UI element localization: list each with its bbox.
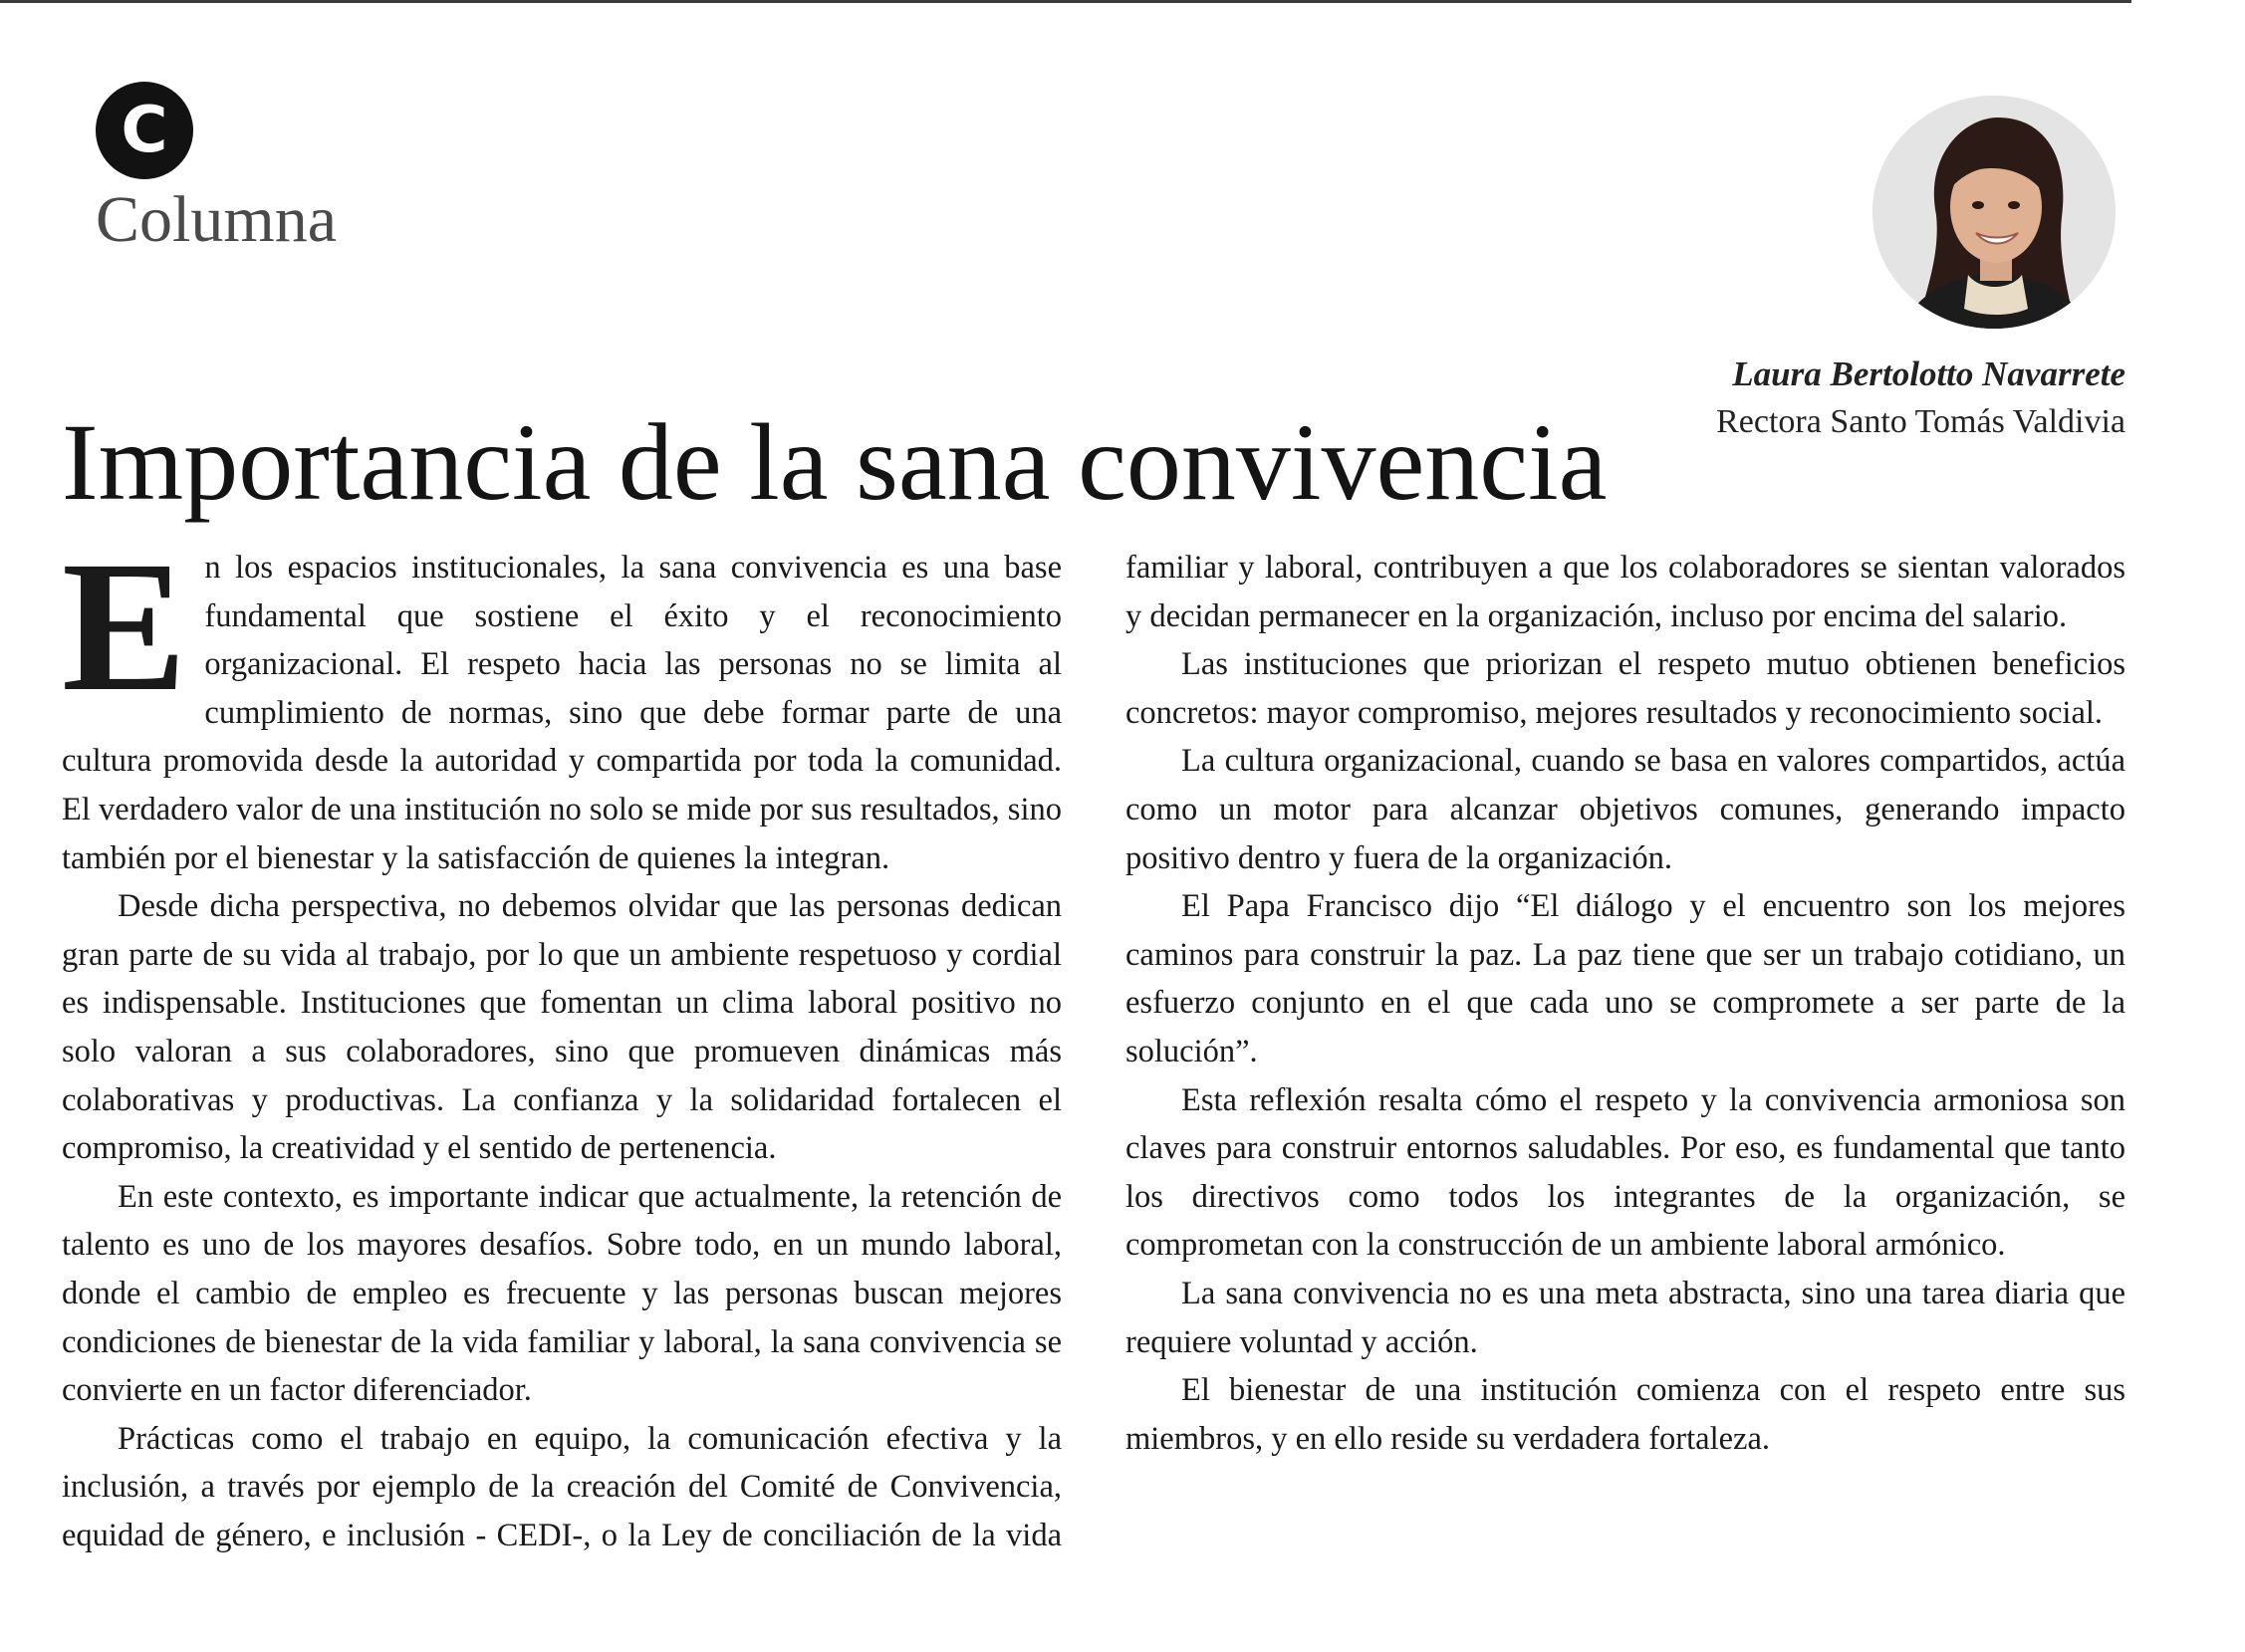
headline: Importancia de la sana convivencia xyxy=(62,401,1608,523)
top-rule xyxy=(0,0,2131,3)
article-paragraph: Esta reflexión resalta cómo el respeto y la convivencia armoniosa son claves para construir entornos saludables. Por eso, es fundamental que tanto los directivos como todos los integrantes de la organización, se comprometan con la construcción de un ambiente laboral armónico. xyxy=(1125,1081,2125,1264)
author-role: Rectora Santo Tomás Valdivia xyxy=(1716,403,2125,440)
article-body xyxy=(62,522,2125,1647)
author-name: Laura Bertolotto Navarrete xyxy=(1732,354,2125,393)
byline xyxy=(1716,351,2125,446)
article-paragraph: En este contexto, es importante indicar que actualmente, la retención de talento es uno de los mayores desafíos. Sobre todo, en un mundo laboral, donde el cambio de empleo es frecuente y las personas buscan mejores condiciones de bienestar de la vida familiar y laboral, la sana convivencia se convierte en un factor diferenciador. xyxy=(62,1178,1062,1409)
section-header xyxy=(96,82,337,256)
section-label: Columna xyxy=(96,183,337,256)
article-paragraph-text: n los espacios institucionales, la sana convivencia es una base fundamental que sostiene el éxito y el reconocimiento organizacional. El respeto hacia las personas no se limita al cumplimiento de normas, sino que debe formar parte de una cultura promovida desde la autoridad y compartida por toda la comunidad. El verdadero valor de una institución no solo se mide por sus resultados, sino también por el bienestar y la satisfacción de quienes la integran. xyxy=(62,550,1062,876)
article-paragraph: La cultura organizacional, cuando se basa en valores compartidos, actúa como un motor para alcanzar objetivos comunes, generando impacto positivo dentro y fuera de la organización. xyxy=(1125,743,2125,876)
article-paragraph: El Papa Francisco dijo “El diálogo y el encuentro son los mejores caminos para construir la paz. La paz tiene que ser un trabajo cotidiano, un esfuerzo conjunto en el que cada uno se compromete a ser parte de la solución”. xyxy=(1125,888,2125,1069)
drop-cap: E xyxy=(62,522,187,730)
author-portrait-illustration xyxy=(1872,96,2116,329)
article-paragraph: Las instituciones que priorizan el respeto mutuo obtienen beneficios concretos: mayor compromiso, mejores resultados y reconocimiento social. xyxy=(1125,646,2125,731)
article-paragraph: Prácticas como el trabajo en equipo, la comunicación efectiva y la inclusión, a través por ejemplo de la creación del Comité de Convivencia, equidad de género, e inclusión - CEDI-, o la Ley de conciliación de la vida familiar y laboral, contribuyen a que los colaboradores se sientan valorados y decidan permanecer en la organización, incluso por encima del salario. xyxy=(62,550,2125,1553)
article-paragraph xyxy=(62,522,1062,882)
article-paragraph: La sana convivencia no es una meta abstracta, sino una tarea diaria que requiere voluntad y acción. xyxy=(1125,1275,2125,1360)
section-badge xyxy=(96,82,193,179)
article-paragraph: El bienestar de una institución comienza con el respeto entre sus miembros, y en ello reside su verdadera fortaleza. xyxy=(1125,1372,2125,1457)
author-portrait xyxy=(1872,96,2116,329)
article-paragraph: Desde dicha perspectiva, no debemos olvidar que las personas dedican gran parte de su vida al trabajo, por lo que un ambiente respetuoso y cordial es indispensable. Instituciones que fomentan un clima laboral positivo no solo valoran a sus colaboradores, sino que promueven dinámicas más colaborativas y productivas. La confianza y la solidaridad fortalecen el compromiso, la creatividad y el sentido de pertenencia. xyxy=(62,888,1062,1167)
section-badge-letter: C xyxy=(121,94,168,167)
